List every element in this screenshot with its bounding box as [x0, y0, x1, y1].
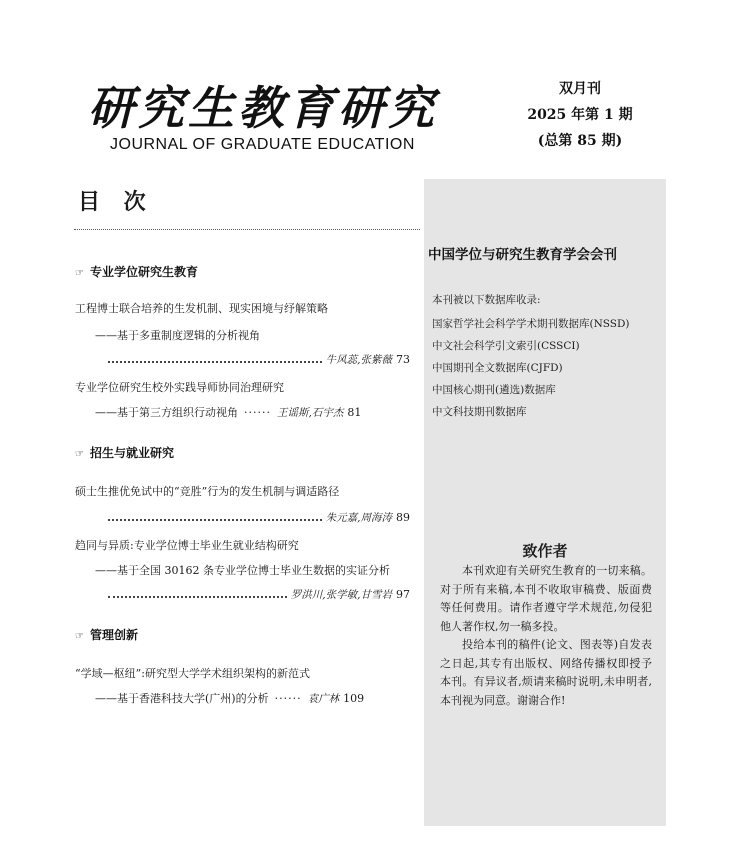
journal-title: 研究生教育研究 — [88, 81, 438, 135]
issue-number: 2025 年第 1 期 — [527, 107, 633, 123]
leader-dots — [108, 361, 322, 363]
toc-divider — [74, 229, 420, 230]
notice-body — [440, 562, 652, 710]
article-page: 81 — [347, 406, 362, 419]
article-page: 73 — [396, 353, 410, 366]
article-title[interactable]: “学域—枢纽”:研究型大学学术组织架构的新范式 — [75, 667, 310, 680]
article-subtitle: ——基于香港科技大学(广州)的分析 — [95, 692, 269, 705]
article-title[interactable]: 工程博士联合培养的生发机制、现实困境与纾解策略 — [75, 302, 328, 315]
notice-paragraph: 投给本刊的稿件(论文、图表等)自发表之日起,其专有出版权、网络传播权即授予本刊。有异议者,烦请来稿时说明,未申明者,本刊视为同意。谢谢合作! — [440, 638, 652, 707]
notice-paragraph: 本刊欢迎有关研究生教育的一切来稿。对于所有来稿,本刊不收取审稿费、版面费等任何费用。请作者遵守学术规范,勿侵犯他人著作权,勿一稿多投。 — [440, 564, 652, 633]
article-page: 89 — [396, 511, 410, 524]
toc-section — [75, 626, 138, 643]
article-title[interactable]: 硕士生推优免试中的“竞胜”行为的发生机制与调适路径 — [75, 485, 340, 498]
total-issue: (总第 85 期) — [537, 133, 623, 149]
article-byline — [95, 690, 410, 706]
toc-heading: 目 次 — [78, 190, 154, 215]
article-page: 97 — [396, 588, 410, 601]
journal-english-title: JOURNAL OF GRADUATE EDUCATION — [110, 136, 415, 153]
article-page: 109 — [343, 692, 365, 705]
side-panel — [424, 179, 666, 826]
database-item: 中文科技期刊数据库 — [432, 406, 527, 418]
section-name: 管理创新 — [89, 628, 138, 642]
database-item: 国家哲学社会科学学术期刊数据库(NSSD) — [432, 318, 630, 330]
database-intro: 本刊被以下数据库收录: — [432, 294, 541, 306]
article-byline — [95, 404, 410, 420]
database-item: 中国期刊全文数据库(CJFD) — [432, 362, 563, 374]
issue-info — [505, 76, 655, 154]
leader-dots — [108, 519, 322, 521]
article-subtitle: ——基于全国 30162 条专业学位博士毕业生数据的实证分析 — [95, 564, 390, 577]
toc-section — [75, 444, 174, 461]
article-subtitle: ——基于第三方组织行动视角 — [95, 406, 238, 419]
section-name: 专业学位研究生教育 — [89, 265, 198, 279]
article-subtitle: ——基于多重制度逻辑的分析视角 — [95, 329, 260, 342]
pointing-hand-icon: ☞ — [75, 449, 84, 460]
pointing-hand-icon: ☞ — [75, 268, 84, 279]
leader-dots: ······ — [274, 692, 302, 705]
article-authors: 牛风蕊,张紫薇 — [325, 354, 392, 366]
society-name: 中国学位与研究生教育学会会刊 — [428, 247, 617, 263]
article-title[interactable]: 专业学位研究生校外实践导师协同治理研究 — [75, 381, 284, 394]
notice-title: 致作者 — [522, 542, 568, 560]
section-name: 招生与就业研究 — [89, 446, 174, 460]
article-byline — [98, 587, 410, 602]
article-authors: 罗洪川,张学敏,甘雪岩 — [290, 589, 392, 601]
pointing-hand-icon: ☞ — [75, 631, 84, 642]
article-title[interactable]: 趋同与异质:专业学位博士毕业生就业结构研究 — [75, 539, 299, 552]
leader-dots: ······ — [244, 406, 271, 419]
database-item: 中文社会科学引文索引(CSSCI) — [432, 340, 580, 352]
article-authors: 王谣斯,石宇杰 — [276, 407, 344, 419]
database-list — [432, 313, 630, 423]
toc-section — [75, 263, 198, 280]
article-authors: 朱元嘉,周海涛 — [325, 512, 392, 524]
article-byline — [98, 510, 410, 525]
article-authors: 袁广林 — [307, 693, 340, 705]
leader-dots — [108, 596, 287, 598]
database-item: 中国核心期刊(遴选)数据库 — [432, 384, 556, 396]
frequency: 双月刊 — [559, 81, 601, 97]
article-byline — [98, 352, 410, 367]
